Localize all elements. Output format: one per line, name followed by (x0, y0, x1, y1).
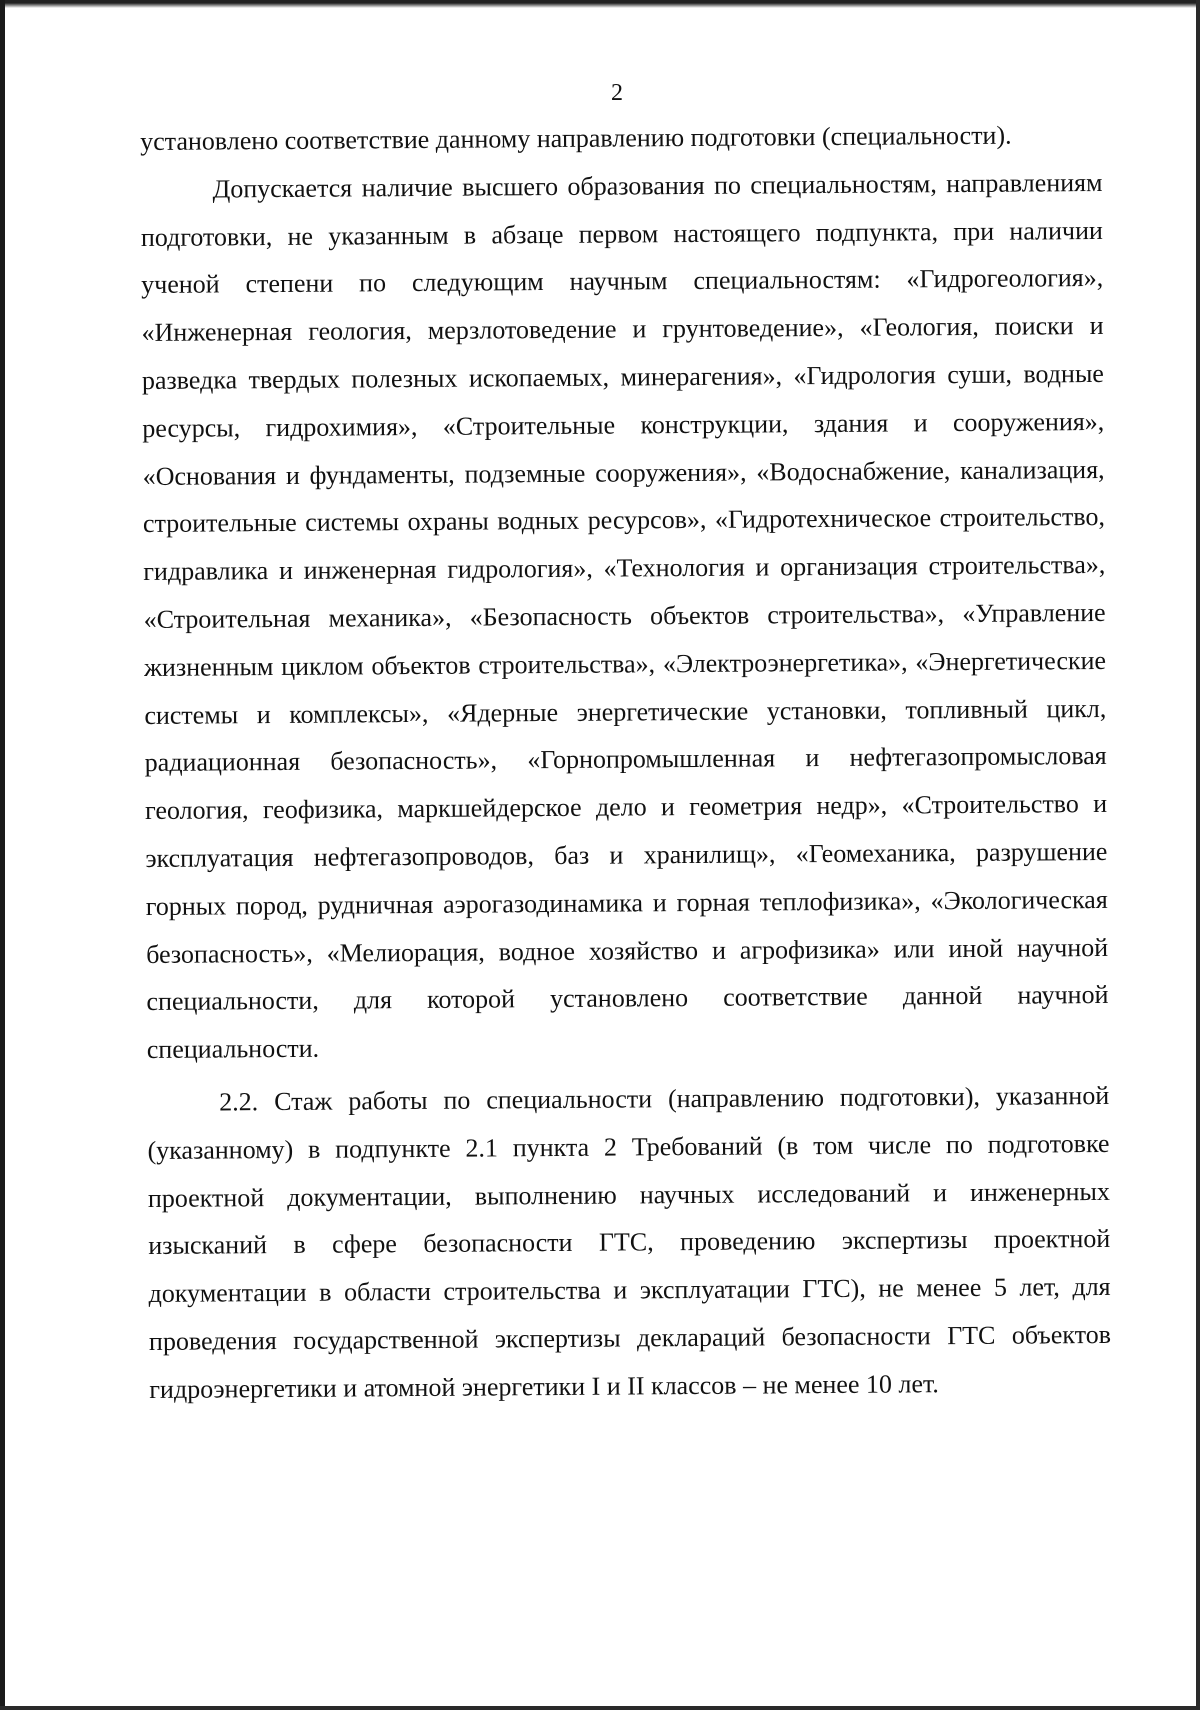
paragraph-admissible-education: Допускается наличие высшего образования по специальностям, направлениям подготовки, не указанным в абзаце первом настоящего подпункта, при наличии ученой степени по следующим научным специальностям: «Гидрогеология», «Инженерная геология, мерзлотоведение и грунтоведение», «Геология, поиски и разведка твердых полезных ископаемых, минерагения», «Гидрология суши, водные ресурсы, гидрохимия», «Строительные конструкции, здания и сооружения», «Основания и фундаменты, подземные сооружения», «Водоснабжение, канализация, строительные системы охраны водных ресурсов», «Гидротехническое строительство, гидравлика и инженерная гидрология», «Технология и организация строительства», «Строительная механика», «Безопасность объектов строительства», «Управление жизненным циклом объектов строительства», «Электроэнергетика», «Энергетические системы и комплексы», «Ядерные энергетические установки, топливный цикл, радиационная безопасность», «Горнопромышленная и нефтегазопромысловая геология, геофизика, маркшейдерское дело и геометрия недр», «Строительство и эксплуатация нефтегазопроводов, баз и хранилищ», «Геомеханика, разрушение горных пород, рудничная аэрогазодинамика и горная теплофизика», «Экологическая безопасность», «Мелиорация, водное хозяйство и агрофизика» или иной научной специальности, для которой установлено соответствие данной научной специальности. (140, 167, 1109, 1065)
document-body (140, 111, 1111, 1414)
page-number: 2 (611, 80, 623, 106)
paragraph-2-2-work-experience: 2.2. Стаж работы по специальности (направлению подготовки), указанной (указанному) в подпункте 2.1 пункта 2 Требований (в том числе по подготовке проектной документации, выполнению научных исследований и инженерных изысканий в сфере безопасности ГТС, проведению экспертизы проектной документации в области строительства и эксплуатации ГТС), не менее 5 лет, для проведения государственной экспертизы деклараций безопасности ГТС объектов гидроэнергетики и атомной энергетики I и II классов – не менее 10 лет. (147, 1080, 1112, 1404)
scan-border-left (0, 0, 5, 1710)
scan-border-bottom (0, 1706, 1200, 1710)
paragraph-continuation: установлено соответствие данному направлению подготовки (специальности). (140, 120, 1012, 156)
scan-border-top (0, 0, 1200, 8)
scan-border-right (1196, 0, 1200, 1710)
